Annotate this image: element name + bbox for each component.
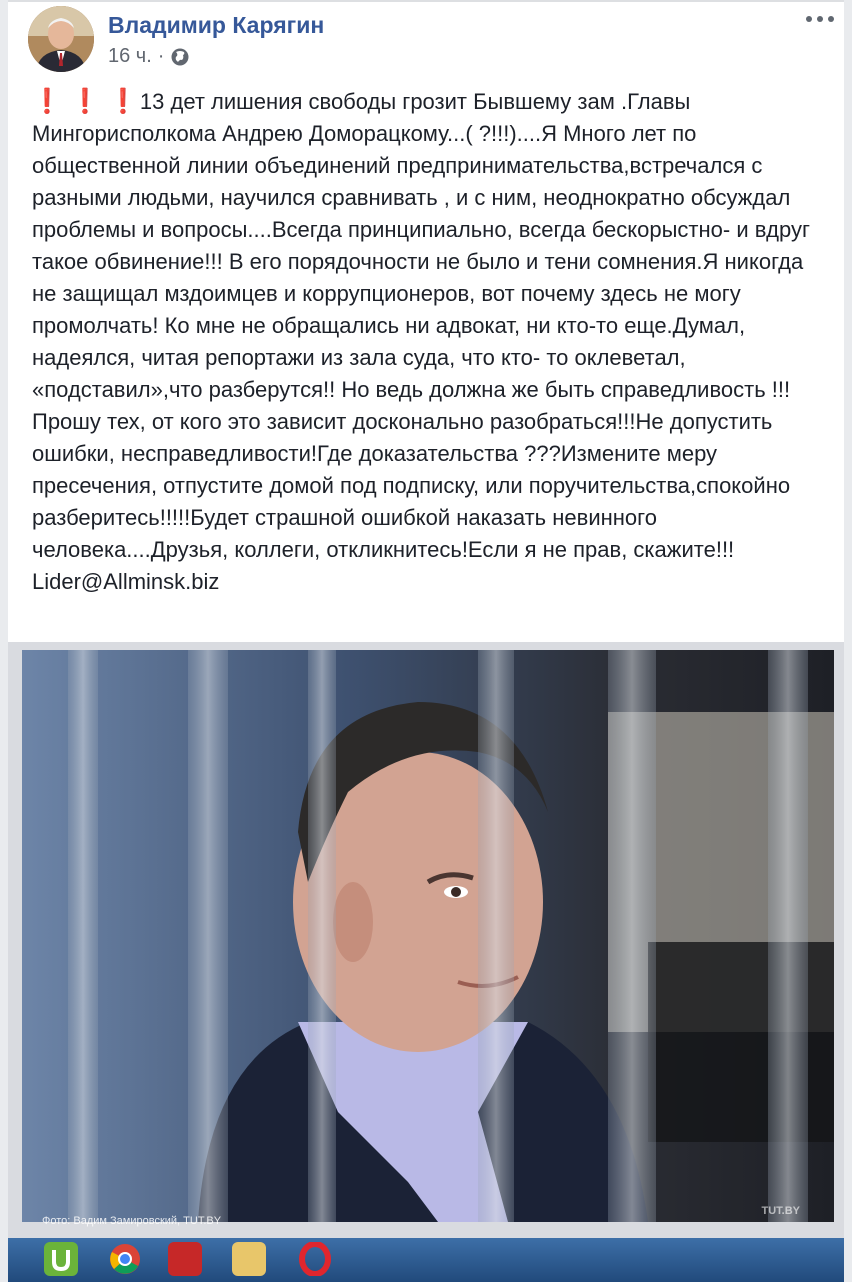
more-options-icon[interactable] bbox=[806, 16, 834, 22]
post-photo[interactable] bbox=[8, 642, 844, 1282]
photo-watermark: TUT.BY bbox=[761, 1205, 800, 1217]
city-app-icon bbox=[168, 1242, 202, 1276]
exclamation-emoji: ❗ bbox=[32, 88, 62, 115]
author-avatar[interactable] bbox=[28, 6, 94, 72]
meta-separator: · bbox=[157, 45, 165, 67]
post-time[interactable]: 16 ч. bbox=[108, 45, 152, 67]
chrome-icon bbox=[108, 1242, 142, 1276]
opera-icon bbox=[298, 1242, 332, 1276]
post-text: 13 дет лишения свободы грозит Бывшему зам .Главы Мингорисполкома Андрею Доморацкому...( ?!!!)....Я Много лет по общественной линии объединений предпринимательства,встречался с разными людьми, научился сравнивать , и с ним, неоднократно обсуждал проблемы и вопросы....Всегда принципиально, всегда бескорыстно- и вдруг такое обвинение!!! В его порядочности не было и тени сомнения.Я никогда не защищал мздоимцев и коррупционеров, вот почему здесь не могу промолчать! Ко мне не обращались ни адвокат, ни кто-то еще.Думал, надеялся, читая репортажи из зала суда, что кто- то оклеветал, «подставил»,что разберутся!! Но ведь должна же быть справедливость !!!Прошу тех, от кого это зависит досконально разобраться!!!Не допустить ошибки, несправедливости!Где доказательства ???Измените меру пресечения, отпустите домой под подписку, или поручительства,спокойно разберитесь!!!!!Будет страшной ошибкой наказать невинного человека....Друзья, коллеги, откликнитесь!Если я не прав, скажите!!! Lider@Allminsk.biz bbox=[32, 89, 811, 594]
author-name[interactable]: Владимир Карягин bbox=[108, 12, 325, 38]
globe-icon[interactable] bbox=[170, 47, 190, 67]
exclamation-emoji: ❗ bbox=[108, 88, 138, 115]
utorrent-icon bbox=[44, 1242, 78, 1276]
post-card bbox=[8, 0, 844, 1282]
exclamation-emoji: ❗ bbox=[70, 88, 100, 115]
post-body bbox=[32, 86, 832, 598]
post-header bbox=[8, 2, 844, 82]
folder-icon bbox=[232, 1242, 266, 1276]
photo-caption: Фото: Вадим Замировский, TUT.BY bbox=[42, 1215, 222, 1227]
post-meta bbox=[108, 45, 190, 68]
